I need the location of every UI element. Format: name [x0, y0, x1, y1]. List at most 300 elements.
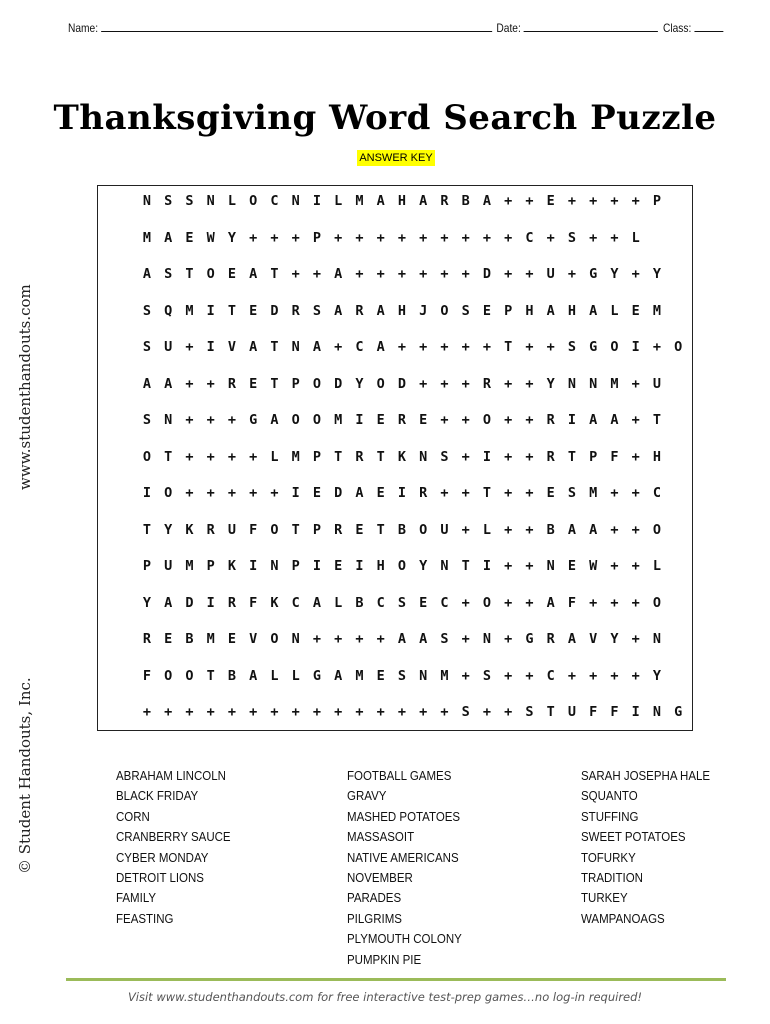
grid-cell: +	[376, 631, 385, 647]
grid-cell: D	[482, 266, 492, 282]
word-list-item: CYBER MONDAY	[116, 850, 209, 865]
grid-cell: +	[567, 266, 577, 282]
grid-cell: +	[461, 521, 470, 538]
grid-cell: G	[249, 412, 258, 428]
word-list-item: TOFURKY	[581, 850, 636, 865]
grid-cell: +	[610, 667, 619, 684]
grid-cell: G	[589, 339, 598, 355]
grid-cell: D	[270, 302, 279, 319]
page-title: Thanksgiving Word Search Puzzle	[53, 98, 717, 138]
grid-cell: I	[355, 558, 364, 574]
grid-cell: A	[334, 667, 343, 684]
grid-cell: +	[482, 704, 492, 720]
grid-cell: S	[142, 339, 152, 355]
grid-cell: I	[312, 558, 322, 574]
grid-cell: O	[674, 339, 683, 355]
grid-cell: +	[419, 266, 428, 282]
grid-cell: A	[355, 485, 364, 501]
grid-cell: +	[546, 339, 555, 355]
grid-cell: N	[419, 448, 428, 465]
grid-cell: O	[376, 375, 385, 392]
grid-cell: +	[610, 594, 619, 611]
grid-cell: B	[546, 521, 555, 538]
word-list-item: DETROIT LIONS	[116, 870, 204, 885]
grid-cell: C	[270, 193, 279, 209]
grid-cell: P	[291, 375, 300, 392]
grid-cell: +	[652, 339, 662, 355]
grid-cell: S	[567, 339, 577, 355]
grid-cell: +	[525, 412, 534, 428]
grid-cell: E	[227, 631, 237, 647]
grid-cell: +	[185, 339, 194, 355]
grid-cell: T	[185, 266, 194, 282]
class-line[interactable]	[694, 19, 723, 32]
grid-cell: +	[334, 704, 343, 720]
grid-cell: +	[504, 266, 513, 282]
grid-cell: I	[397, 485, 407, 501]
grid-cell: +	[631, 521, 640, 538]
grid-cell: F	[610, 704, 619, 720]
name-line[interactable]	[101, 19, 492, 32]
grid-cell: E	[482, 302, 492, 319]
grid-cell: R	[142, 631, 152, 647]
grid-cell: O	[652, 521, 662, 538]
grid-cell: A	[419, 193, 428, 209]
grid-cell: +	[227, 704, 237, 720]
grid-cell: +	[249, 704, 258, 720]
grid-cell: +	[249, 229, 258, 246]
grid-cell: M	[206, 631, 215, 647]
grid-cell: O	[482, 594, 492, 611]
word-list-column-1	[116, 766, 241, 929]
grid-cell: T	[652, 412, 662, 428]
date-label: Date:	[496, 21, 521, 35]
grid-cell: +	[334, 631, 343, 647]
grid-cell: +	[291, 704, 300, 720]
grid-cell: G	[674, 704, 683, 720]
grid-cell: A	[164, 229, 173, 246]
grid-cell: N	[546, 558, 555, 574]
grid-cell: +	[610, 521, 619, 538]
student-info-header	[68, 19, 692, 39]
grid-cell: +	[397, 339, 407, 355]
grid-cell: +	[589, 193, 598, 209]
grid-cell: U	[227, 521, 237, 538]
grid-cell: H	[397, 302, 407, 319]
grid-cell: P	[312, 229, 322, 246]
grid-cell: O	[397, 558, 407, 574]
grid-cell: F	[610, 448, 619, 465]
grid-cell: T	[270, 266, 279, 282]
grid-cell: G	[525, 631, 534, 647]
footer-divider	[66, 978, 726, 981]
grid-cell: +	[504, 375, 513, 392]
word-list-item: SQUANTO	[581, 789, 638, 804]
grid-cell: +	[525, 558, 534, 574]
grid-cell: A	[419, 631, 428, 647]
grid-cell: A	[567, 631, 577, 647]
grid-cell: V	[227, 339, 237, 355]
grid-cell: S	[312, 302, 322, 319]
grid-cell: U	[164, 558, 173, 574]
grid-cell: +	[525, 448, 534, 465]
grid-cell: U	[567, 704, 577, 720]
grid-cell: L	[291, 667, 300, 684]
grid-cell: U	[652, 375, 662, 392]
grid-cell: +	[440, 412, 449, 428]
grid-cell: O	[482, 412, 492, 428]
grid-cell: A	[312, 594, 322, 611]
grid-cell: +	[504, 485, 513, 501]
grid-cell: +	[461, 667, 470, 684]
grid-cell: +	[206, 485, 215, 501]
grid-cell: +	[440, 485, 449, 501]
grid-cell: S	[397, 594, 407, 611]
grid-cell: B	[461, 193, 470, 209]
grid-cell: +	[631, 266, 640, 282]
grid-cell: Q	[164, 302, 173, 319]
grid-cell: +	[525, 485, 534, 501]
grid-cell: R	[291, 302, 300, 319]
grid-cell: +	[631, 448, 640, 465]
grid-cell: F	[142, 667, 152, 684]
grid-cell: T	[376, 448, 385, 465]
grid-cell: L	[631, 229, 640, 246]
grid-cell: R	[355, 302, 364, 319]
grid-cell: E	[419, 412, 428, 428]
grid-cell: T	[142, 521, 152, 538]
grid-cell: B	[397, 521, 407, 538]
grid-cell: +	[334, 229, 343, 246]
grid-cell: M	[334, 412, 343, 428]
grid-cell: +	[631, 631, 640, 647]
grid-cell: +	[504, 631, 513, 647]
grid-cell: R	[355, 448, 364, 465]
grid-cell: +	[185, 704, 194, 720]
grid-cell: F	[589, 704, 598, 720]
grid-cell: +	[631, 485, 640, 501]
grid-cell: C	[652, 485, 662, 501]
grid-cell: +	[270, 485, 279, 501]
grid-cell: M	[440, 667, 449, 684]
grid-cell: C	[291, 594, 300, 611]
grid-cell: A	[376, 193, 385, 209]
word-list-column-3	[581, 766, 721, 929]
grid-cell: +	[419, 339, 428, 355]
grid-cell: +	[461, 266, 470, 282]
grid-cell: O	[610, 339, 619, 355]
grid-cell: +	[461, 229, 470, 246]
grid-cell: E	[546, 193, 555, 209]
grid-cell: +	[461, 412, 470, 428]
grid-cell: K	[397, 448, 407, 465]
grid-cell: C	[440, 594, 449, 611]
grid-cell: +	[185, 485, 194, 501]
grid-cell: H	[397, 193, 407, 209]
grid-cell: +	[631, 558, 640, 574]
grid-cell: +	[525, 193, 534, 209]
grid-cell: +	[631, 412, 640, 428]
grid-cell: L	[270, 667, 279, 684]
grid-cell: Y	[610, 266, 619, 282]
word-list-item: STUFFING	[581, 809, 639, 824]
grid-cell: +	[227, 448, 237, 465]
grid-cell: E	[567, 558, 577, 574]
grid-cell: M	[142, 229, 152, 246]
grid-cell: A	[589, 521, 598, 538]
grid-cell: +	[461, 631, 470, 647]
grid-cell: +	[631, 193, 640, 209]
footer-text: Visit www.studenthandouts.com for free interactive test-prep games…no log-in required!	[127, 990, 643, 1004]
grid-cell: +	[504, 193, 513, 209]
grid-cell: B	[355, 594, 364, 611]
grid-cell: O	[164, 485, 173, 501]
grid-cell: S	[440, 631, 449, 647]
grid-cell: E	[376, 667, 385, 684]
grid-cell: +	[227, 485, 237, 501]
grid-cell: P	[312, 521, 322, 538]
grid-cell: I	[249, 558, 258, 574]
grid-cell: W	[206, 229, 215, 246]
grid-cell: E	[185, 229, 194, 246]
grid-cell: B	[185, 631, 194, 647]
grid-cell: B	[227, 667, 237, 684]
grid-cell: D	[334, 375, 343, 392]
word-list-item: FEASTING	[116, 911, 174, 926]
grid-cell: +	[525, 266, 534, 282]
grid-cell: A	[376, 339, 385, 355]
grid-cell: N	[589, 375, 598, 392]
grid-cell: I	[206, 339, 215, 355]
grid-cell: +	[164, 704, 173, 720]
grid-cell: S	[164, 266, 173, 282]
grid-cell: +	[504, 521, 513, 538]
grid-cell: +	[355, 229, 364, 246]
grid-cell: +	[546, 229, 555, 246]
grid-cell: +	[482, 339, 492, 355]
grid-cell: N	[164, 412, 173, 428]
grid-cell: A	[546, 594, 555, 611]
grid-cell: P	[504, 302, 513, 319]
grid-cell: +	[185, 375, 194, 392]
grid-cell: I	[206, 302, 215, 319]
grid-cell: +	[440, 375, 449, 392]
grid-cell: +	[270, 704, 279, 720]
grid-cell: +	[631, 594, 640, 611]
grid-cell: +	[312, 631, 322, 647]
grid-cell: A	[567, 521, 577, 538]
grid-cell: +	[355, 631, 364, 647]
website-side-text: www.studenthandouts.com	[16, 284, 34, 490]
grid-cell: A	[376, 302, 385, 319]
grid-cell: A	[249, 339, 258, 355]
grid-cell: V	[589, 631, 598, 647]
grid-cell: +	[312, 266, 322, 282]
grid-cell: A	[270, 412, 279, 428]
grid-cell: Y	[546, 375, 555, 392]
grid-cell: E	[249, 375, 258, 392]
grid-cell: E	[376, 485, 385, 501]
grid-cell: Y	[419, 558, 428, 574]
word-list-item: BLACK FRIDAY	[116, 789, 199, 804]
grid-cell: O	[440, 302, 449, 319]
name-label: Name:	[68, 21, 99, 35]
word-list-column-2	[347, 766, 472, 970]
grid-cell: M	[589, 485, 598, 501]
word-list-item: FAMILY	[116, 891, 157, 906]
grid-cell: A	[610, 412, 619, 428]
grid-cell: O	[142, 448, 152, 465]
grid-cell: +	[589, 667, 598, 684]
grid-cell: D	[397, 375, 407, 392]
grid-cell: I	[291, 485, 300, 501]
grid-cell: S	[567, 229, 577, 246]
grid-cell: C	[355, 339, 364, 355]
grid-cell: +	[504, 594, 513, 611]
grid-cell: I	[142, 485, 152, 501]
grid-cell: O	[270, 521, 279, 538]
grid-cell: +	[376, 266, 385, 282]
grid-cell: +	[206, 375, 215, 392]
grid-cell: N	[482, 631, 492, 647]
grid-cell: +	[610, 485, 619, 501]
grid-cell: Y	[164, 521, 173, 538]
grid-cell: A	[334, 266, 343, 282]
grid-cell: +	[440, 704, 449, 720]
grid-cell: R	[440, 193, 449, 209]
grid-cell: S	[525, 704, 534, 720]
grid-cell: S	[142, 412, 152, 428]
grid-cell: P	[312, 448, 322, 465]
grid-cell: +	[419, 229, 428, 246]
grid-cell: A	[164, 594, 173, 611]
date-field[interactable]	[496, 19, 658, 35]
grid-cell: S	[185, 193, 194, 209]
date-line[interactable]	[524, 19, 658, 32]
grid-cell: A	[546, 302, 555, 319]
grid-cell: L	[482, 521, 492, 538]
word-list-item: PILGRIMS	[347, 911, 402, 926]
grid-cell: T	[376, 521, 385, 538]
name-field[interactable]	[68, 19, 492, 35]
grid-cell: F	[249, 594, 258, 611]
grid-cell: +	[291, 266, 300, 282]
grid-cell: +	[525, 375, 534, 392]
word-list-item: GRAVY	[347, 789, 387, 804]
grid-cell: I	[631, 339, 640, 355]
grid-cell: N	[291, 339, 300, 355]
grid-cell: S	[164, 193, 173, 209]
grid-cell: O	[419, 521, 428, 538]
grid-cell: +	[504, 704, 513, 720]
grid-cell: +	[206, 448, 215, 465]
grid-cell: O	[249, 193, 258, 209]
grid-cell: T	[291, 521, 300, 538]
word-list-item: CRANBERRY SAUCE	[116, 830, 231, 845]
grid-cell: T	[270, 339, 279, 355]
grid-cell: L	[610, 302, 619, 319]
word-list-item: TRADITION	[581, 870, 643, 885]
grid-cell: P	[142, 558, 152, 574]
grid-cell: C	[546, 667, 555, 684]
grid-cell: L	[652, 558, 662, 574]
word-list-item: TURKEY	[581, 891, 628, 906]
grid-cell: R	[397, 412, 407, 428]
grid-cell: Y	[652, 266, 662, 282]
grid-cell: E	[376, 412, 385, 428]
grid-cell: T	[504, 339, 513, 355]
grid-cell: A	[589, 302, 598, 319]
grid-cell: I	[631, 704, 640, 720]
grid-cell: +	[142, 704, 152, 720]
grid-cell: R	[419, 485, 428, 501]
grid-cell: +	[291, 229, 300, 246]
grid-cell: H	[652, 448, 662, 465]
grid-cell: +	[312, 704, 322, 720]
grid-cell: I	[355, 412, 364, 428]
grid-cell: L	[227, 193, 237, 209]
grid-cell: R	[546, 412, 555, 428]
grid-cell: +	[610, 229, 619, 246]
grid-cell: N	[652, 631, 662, 647]
grid-cell: D	[334, 485, 343, 501]
grid-cell: O	[312, 412, 322, 428]
grid-cell: S	[567, 485, 577, 501]
grid-cell: E	[355, 521, 364, 538]
grid-cell: +	[397, 266, 407, 282]
class-field[interactable]	[663, 19, 723, 35]
grid-cell: O	[185, 667, 194, 684]
grid-cell: S	[397, 667, 407, 684]
word-list-item: NOVEMBER	[347, 870, 413, 885]
grid-cell: A	[334, 302, 343, 319]
grid-cell: +	[461, 375, 470, 392]
grid-cell: F	[249, 521, 258, 538]
grid-cell: S	[440, 448, 449, 465]
grid-cell: W	[589, 558, 598, 574]
grid-cell: M	[355, 193, 364, 209]
grid-cell: T	[164, 448, 173, 465]
word-list-item: CORN	[116, 809, 150, 824]
grid-cell: E	[419, 594, 428, 611]
grid-cell: +	[419, 704, 428, 720]
grid-cell: +	[461, 448, 470, 465]
grid-cell: I	[482, 558, 492, 574]
word-search-grid	[97, 185, 693, 731]
grid-cell: +	[376, 229, 385, 246]
grid-cell: U	[164, 339, 173, 355]
grid-cell: N	[142, 193, 152, 209]
grid-cell: T	[334, 448, 343, 465]
grid-cell: +	[461, 594, 470, 611]
grid-cell: U	[546, 266, 555, 282]
grid-cell: A	[397, 631, 407, 647]
grid-cell: S	[461, 704, 470, 720]
grid-cell: R	[206, 521, 215, 538]
grid-cell: G	[589, 266, 598, 282]
grid-cell: +	[334, 339, 343, 355]
grid-cell: S	[482, 667, 492, 684]
grid-cell: +	[504, 229, 513, 246]
grid-cell: T	[461, 558, 470, 574]
grid-cell: F	[567, 594, 577, 611]
grid-cell: +	[440, 266, 449, 282]
grid-cell: E	[546, 485, 555, 501]
grid-cell: G	[312, 667, 322, 684]
grid-cell: P	[206, 558, 215, 574]
grid-cell: R	[546, 448, 555, 465]
grid-cell: T	[546, 704, 555, 720]
